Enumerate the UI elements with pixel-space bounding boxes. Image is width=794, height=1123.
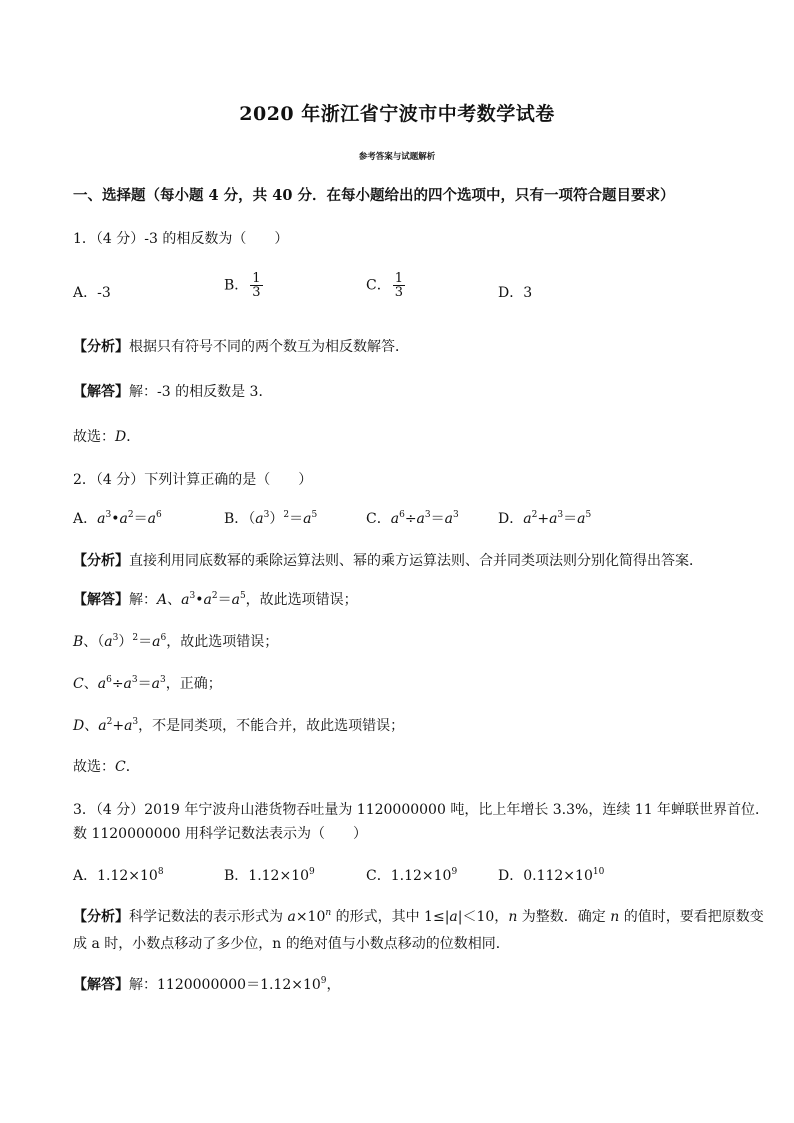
choice-letter: D [115,429,127,445]
q3-stem-line1: 3．（4 分）2019 年宁波舟山港货物吞吐量为 1120000000 吨，比上年增长 3.3%，连续 11 年蝉联世界首位． [73,802,770,818]
analysis-tag: 【分析】 [73,339,129,355]
answer-tag: 【解答】 [73,592,129,608]
q2-answer-d: D、$a^2+a^3$，不是同类项，不能合并，故此选项错误； [73,717,405,734]
fraction-numerator: 1 [252,271,261,286]
choice-letter: C [115,759,126,775]
section-heading: 一、选择题（每小题 4 分，共 40 分．在每小题给出的四个选项中，只有一项符合题目要求） [73,187,675,204]
q2-option-c: C．$a^6\div a^3=a^3$ [366,510,459,527]
q3-option-b: B．$1.12\times 10^9$ [224,867,315,884]
answer-tag: 【解答】 [73,977,129,993]
q1-option-c [366,272,405,299]
q2-answer-c: C、$a^6\div a^3=a^3$，正确； [73,675,222,692]
q3-stem-line2: 数 1120000000 用科学记数法表示为（ ） [73,826,367,842]
q2-answer-b: B、$(a^3)^2=a^6$，故此选项错误； [73,633,279,650]
q1-option-c-label: C． [366,277,391,294]
analysis-text: 根据只有符号不同的两个数互为相反数解答． [129,339,409,355]
q1-option-c-fraction [393,272,405,299]
answer-c-suffix: ，正确； [165,676,222,692]
answer-d-suffix: ，不是同类项，不能合并，故此选项错误； [138,718,405,734]
q3-analysis-line1: 【分析】科学记数法的表示形式为 $a\times 10^n$ 的形式，其中 1≤|a|＜10，n 为整数．确定 n 的值时，要看把原数变 [73,908,764,925]
q1-option-b-label: B． [224,277,249,294]
answer-text: 解：-3 的相反数是 3． [129,384,273,400]
q2-option-a: A．$a^3•a^2=a^6$ [73,510,162,527]
page-subtitle: 参考答案与试题解析 [358,152,436,162]
fraction-numerator: 1 [394,271,403,286]
analysis-tag: 【分析】 [73,909,129,925]
q2-answer-a: 【解答】解：A、$a^3•a^2=a^5$，故此选项错误； [73,591,358,608]
q3-option-d: D．$0.112\times 10^{10}$ [498,867,605,884]
q3-analysis-line2: 成 a 时，小数点移动了多少位，n 的绝对值与小数点移动的位数相同． [73,936,510,952]
analysis-tag: 【分析】 [73,553,129,569]
q1-answer [73,381,272,401]
answer-a-suffix: ，故此选项错误； [245,592,358,608]
q1-option-b-fraction [250,272,262,299]
choice-prefix: 故选： [73,429,115,445]
q2-option-d: D．$a^2+a^3=a^5$ [498,510,592,527]
q3-answer: 【解答】解：$1120000000=1.12\times 10^9$， [73,976,341,993]
q3-option-a: A．$1.12\times 10^8$ [73,867,164,884]
q2-stem: 2．（4 分）下列计算正确的是（ ） [73,472,313,488]
q1-analysis [73,336,409,356]
q3-option-c: C．$1.12\times 10^9$ [366,867,458,884]
page-title: 2020 年浙江省宁波市中考数学试卷 [239,103,555,125]
answer-tag: 【解答】 [73,384,129,400]
q1-option-a: A．-3 [73,285,111,301]
choice-suffix: ． [126,429,141,445]
q1-stem: 1．（4 分）-3 的相反数为（ ） [73,231,289,247]
q2-analysis [73,550,703,570]
q1-option-d: D．3 [498,285,533,301]
choice-suffix: ． [125,759,140,775]
fraction-denominator: 3 [394,285,403,300]
q2-option-b: B．$(a^3)^2=a^5$ [224,510,318,527]
q1-option-b [224,272,263,299]
answer-b-suffix: ，故此选项错误； [166,634,279,650]
q2-choice [73,756,140,776]
analysis-text: 直接利用同底数幂的乘除运算法则、幂的乘方运算法则、合并同类项法则分别化简得出答案． [129,553,703,569]
fraction-denominator: 3 [252,285,261,300]
choice-prefix: 故选： [73,759,115,775]
q1-choice [73,426,140,446]
